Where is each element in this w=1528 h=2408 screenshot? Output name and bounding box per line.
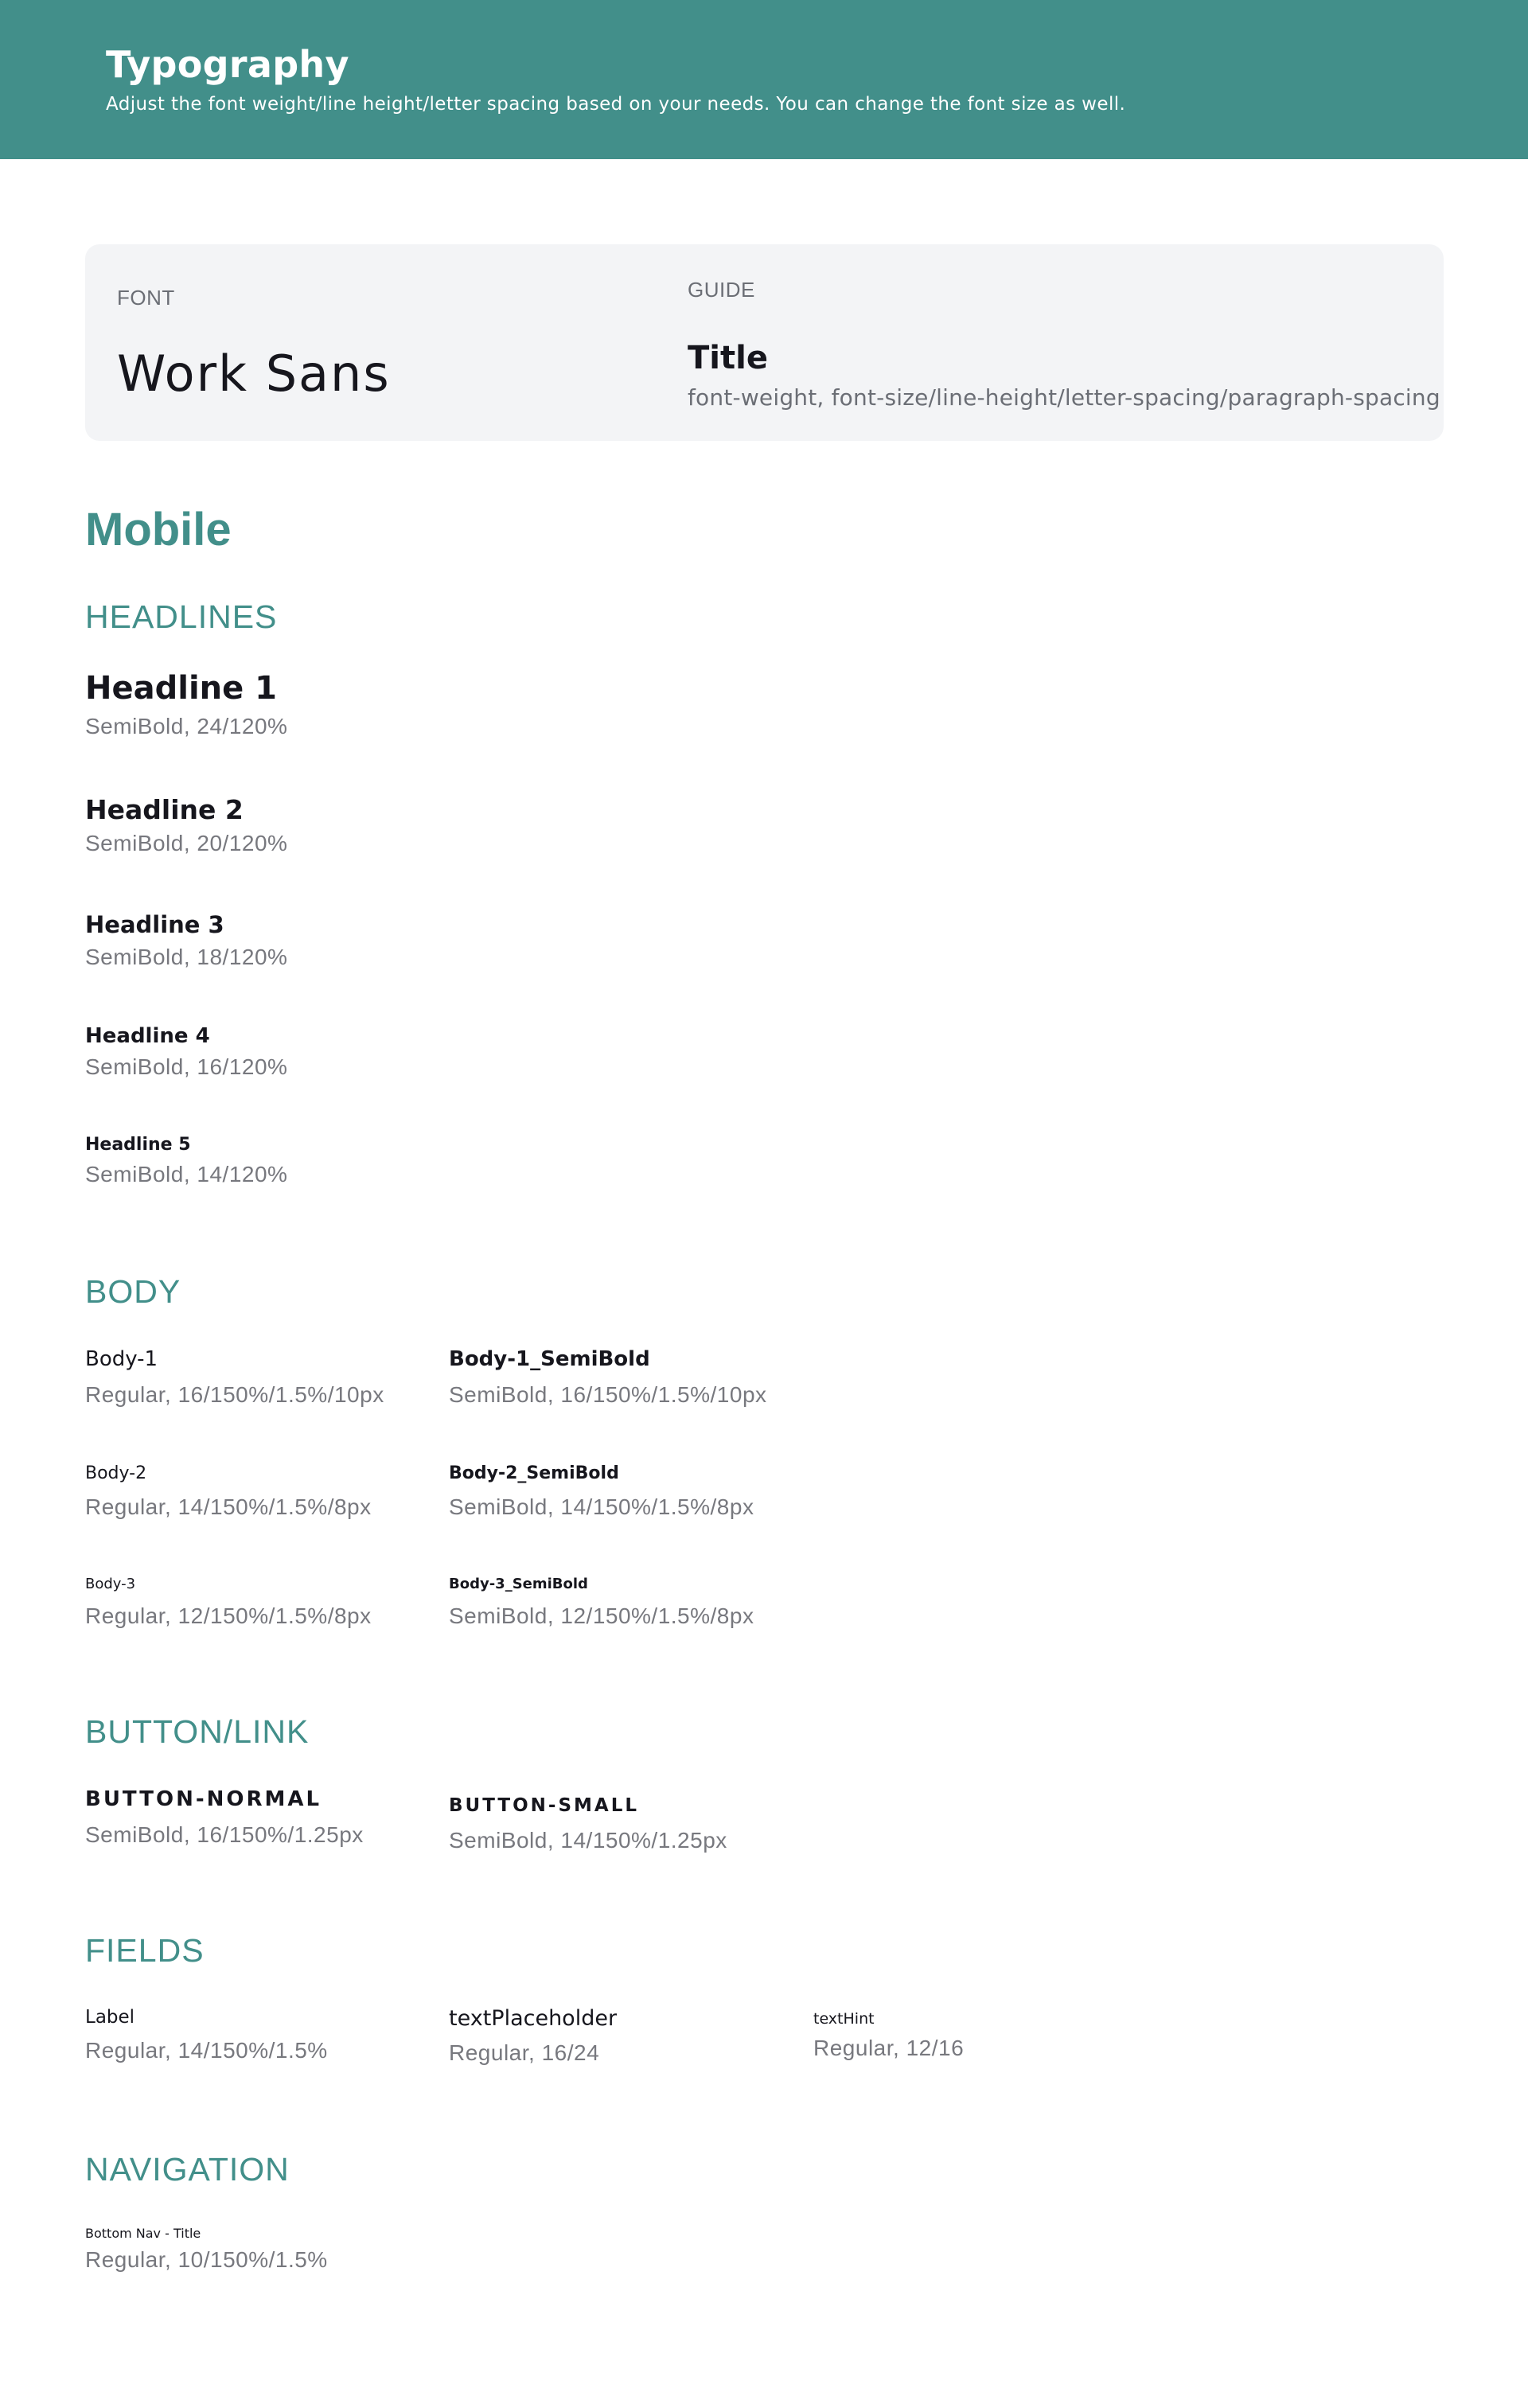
text-hint-spec: Regular, 12/16 [813,2036,965,2060]
bottom-nav-title-sample: Bottom Nav - Title [85,2226,201,2241]
guide-label: GUIDE [688,278,755,302]
body-3-semibold-sample: Body-3_SemiBold [449,1576,588,1592]
headlines-heading: HEADLINES [85,598,278,635]
font-label: FONT [117,286,175,310]
body-1-sample: Body-1 [85,1347,158,1371]
text-placeholder-spec: Regular, 16/24 [449,2040,600,2065]
headline-2-sample: Headline 2 [85,794,244,825]
body-2-sample: Body-2 [85,1463,147,1483]
page-title: Typography [106,43,349,86]
header-banner [0,0,1528,159]
font-guide-card [85,244,1444,441]
button-small-sample: BUTTON-SMALL [449,1795,640,1816]
body-2-semibold-sample: Body-2_SemiBold [449,1463,619,1483]
headline-2-spec: SemiBold, 20/120% [85,831,288,855]
body-heading: BODY [85,1273,181,1310]
body-3-sample: Body-3 [85,1576,136,1592]
guide-description: font-weight, font-size/line-height/letter-spacing/paragraph-spacing [688,384,1440,411]
field-label-spec: Regular, 14/150%/1.5% [85,2038,328,2063]
font-name: Work Sans [117,345,391,403]
body-3-spec: Regular, 12/150%/1.5%/8px [85,1603,372,1628]
button-small-spec: SemiBold, 14/150%/1.25px [449,1828,727,1853]
headline-5-sample: Headline 5 [85,1135,191,1155]
body-1-semibold-spec: SemiBold, 16/150%/1.5%/10px [449,1382,767,1407]
body-1-spec: Regular, 16/150%/1.5%/10px [85,1382,384,1407]
button-normal-sample: BUTTON-NORMAL [85,1787,322,1811]
navigation-heading: NAVIGATION [85,2151,290,2188]
field-label-sample: Label [85,2007,135,2028]
body-1-semibold-sample: Body-1_SemiBold [449,1347,650,1371]
button-link-heading: BUTTON/LINK [85,1713,310,1750]
text-placeholder-sample: textPlaceholder [449,2006,618,2031]
headline-5-spec: SemiBold, 14/120% [85,1162,288,1186]
bottom-nav-title-spec: Regular, 10/150%/1.5% [85,2247,328,2272]
body-3-semibold-spec: SemiBold, 12/150%/1.5%/8px [449,1603,754,1628]
headline-3-sample: Headline 3 [85,911,224,938]
body-2-semibold-spec: SemiBold, 14/150%/1.5%/8px [449,1494,754,1519]
guide-title: Title [688,340,768,376]
mobile-section-title: Mobile [85,504,232,555]
headline-4-spec: SemiBold, 16/120% [85,1054,288,1079]
fields-heading: FIELDS [85,1932,205,1969]
button-normal-spec: SemiBold, 16/150%/1.25px [85,1822,364,1847]
headline-3-spec: SemiBold, 18/120% [85,945,288,969]
body-2-spec: Regular, 14/150%/1.5%/8px [85,1494,372,1519]
headline-1-sample: Headline 1 [85,670,278,707]
page-subtitle: Adjust the font weight/line height/letter spacing based on your needs. You can change the font size as well. [106,94,1126,115]
text-hint-sample: textHint [813,2010,875,2028]
headline-4-sample: Headline 4 [85,1024,210,1048]
headline-1-spec: SemiBold, 24/120% [85,714,288,738]
